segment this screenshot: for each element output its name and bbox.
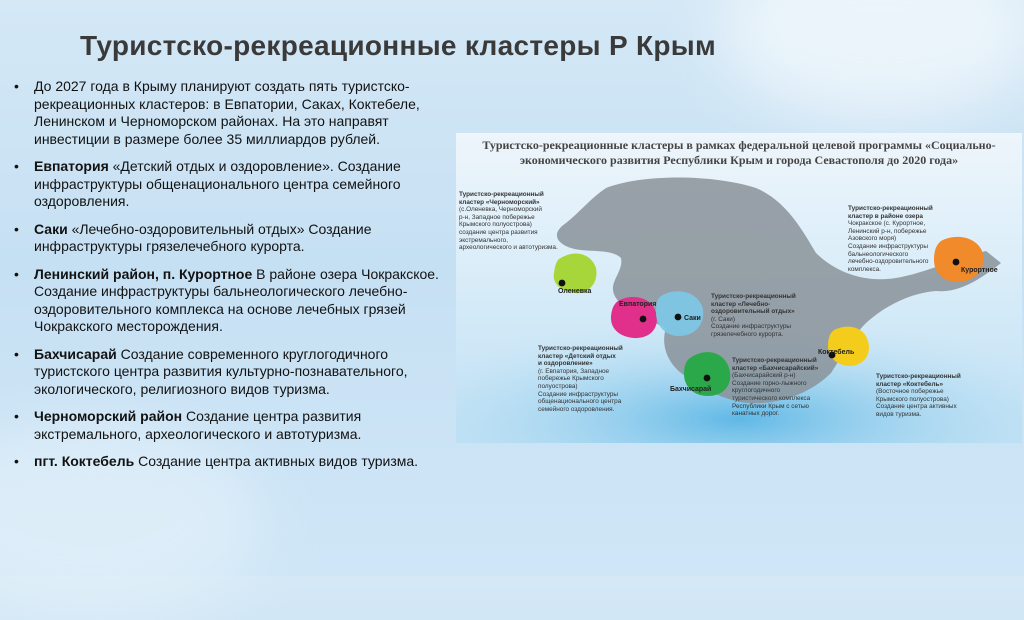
bullet-dot-icon: •	[14, 345, 19, 362]
city-label-kurortnoe: Курортное	[961, 267, 998, 274]
cluster-label-bakhchisaray: Туристско-рекреационный кластер «Бахчисарайский» (Бахчисарайский р-н) Создание горно-лыжного круглогодичного туристического комплекса Республики Крым с сетью канатных дорог.	[732, 357, 819, 418]
map-header: Туристско-рекреационные кластеры в рамках федеральной целевой программы «Социально- экономического развития Республики Крым и города Севастополя до 2020 года»	[482, 138, 996, 167]
bullet-item: • Бахчисарай Создание современного круглогодичного туристского центра развития культурно-познавательного, экологического, религиозного видов туризма.	[14, 345, 408, 397]
slide-title: Туристско-рекреационные кластеры Р Крым	[80, 30, 717, 61]
bullet-item: • До 2027 года в Крыму планируют создать пять туристско-рекреационных кластеров: в Евпатории, Саках, Коктебеле, Ленинском и Черноморском районах. На это направят инвестиции в размере более 35 миллиардов рублей.	[14, 78, 420, 147]
background-glow	[720, 0, 1024, 120]
bullet-item: • Евпатория «Детский отдых и оздоровление». Создание инфраструктуры общенационального центра семейного оздоровления.	[14, 158, 401, 209]
bullet-item: • пгт. Коктебель Создание центра активных видов туризма.	[14, 453, 419, 469]
cluster-blob	[656, 291, 703, 336]
bullet-item: • Ленинский район, п. Курортное В районе озера Чокракское. Создание инфраструктуры бальнеологического лечебно-оздоровительного комплекса на основе лечебных грязей Чокракского месторождения.	[14, 265, 439, 334]
bullet-dot-icon: •	[14, 78, 19, 94]
city-label-bakhchisaray: Бахчисарай	[670, 386, 712, 393]
cluster-label-chernomorsky: Туристско-рекреационный кластер «Черноморский» (с.Оленевка, Черноморский р-н, Западное побережье Крымского полуострова) создание центра развития экстремального, археологического и автотуризма.	[459, 191, 558, 252]
bullet-list	[12, 78, 450, 481]
city-label-saki: Саки	[684, 315, 701, 322]
cluster-label-saki: Туристско-рекреационный кластер «Лечебно- оздоровительный отдых» (г. Саки) Создание инфраструктуры грязелечебного курорта.	[711, 293, 796, 338]
bullet-dot-icon: •	[14, 265, 19, 282]
city-label-evpatoria: Евпатория	[619, 301, 657, 308]
bullet-item: • Саки «Лечебно-оздоровительный отдых» Создание инфраструктуры грязелечебного курорта.	[14, 220, 372, 254]
city-label-olenevka: Оленевка	[558, 288, 592, 295]
city-label-koktebel: Коктебель	[818, 349, 855, 356]
cluster-label-evpatoria: Туристско-рекреационный кластер «Детский отдых и оздоровление» (г. Евпатория, Западное побережье Крымского полуострова) Создание инфраструктуры общенационального центра семейного оздоровления.	[538, 345, 623, 413]
bullet-dot-icon: •	[14, 220, 19, 237]
cluster-label-koktebel: Туристско-рекреационный кластер «Коктебель» (Восточное побережье Крымского полуострова) Создание центра активных видов туризма.	[876, 373, 961, 418]
crimea-map-image	[456, 133, 1022, 443]
cluster-blob	[828, 327, 869, 366]
bullet-dot-icon: •	[14, 158, 19, 174]
bullet-item: • Черноморский район Создание центра развития экстремального, археологического и автотуризма.	[14, 408, 362, 442]
cluster-label-leninsky: Туристско-рекреационный кластер в районе озера Чокракское (с. Курортное, Ленинский р-н, побережье Азовского моря) Создание инфраструктуры бальнеологического лечебно-оздоровительного комплекса.	[848, 205, 933, 273]
bullet-dot-icon: •	[14, 408, 19, 424]
bullet-dot-icon: •	[14, 453, 19, 469]
